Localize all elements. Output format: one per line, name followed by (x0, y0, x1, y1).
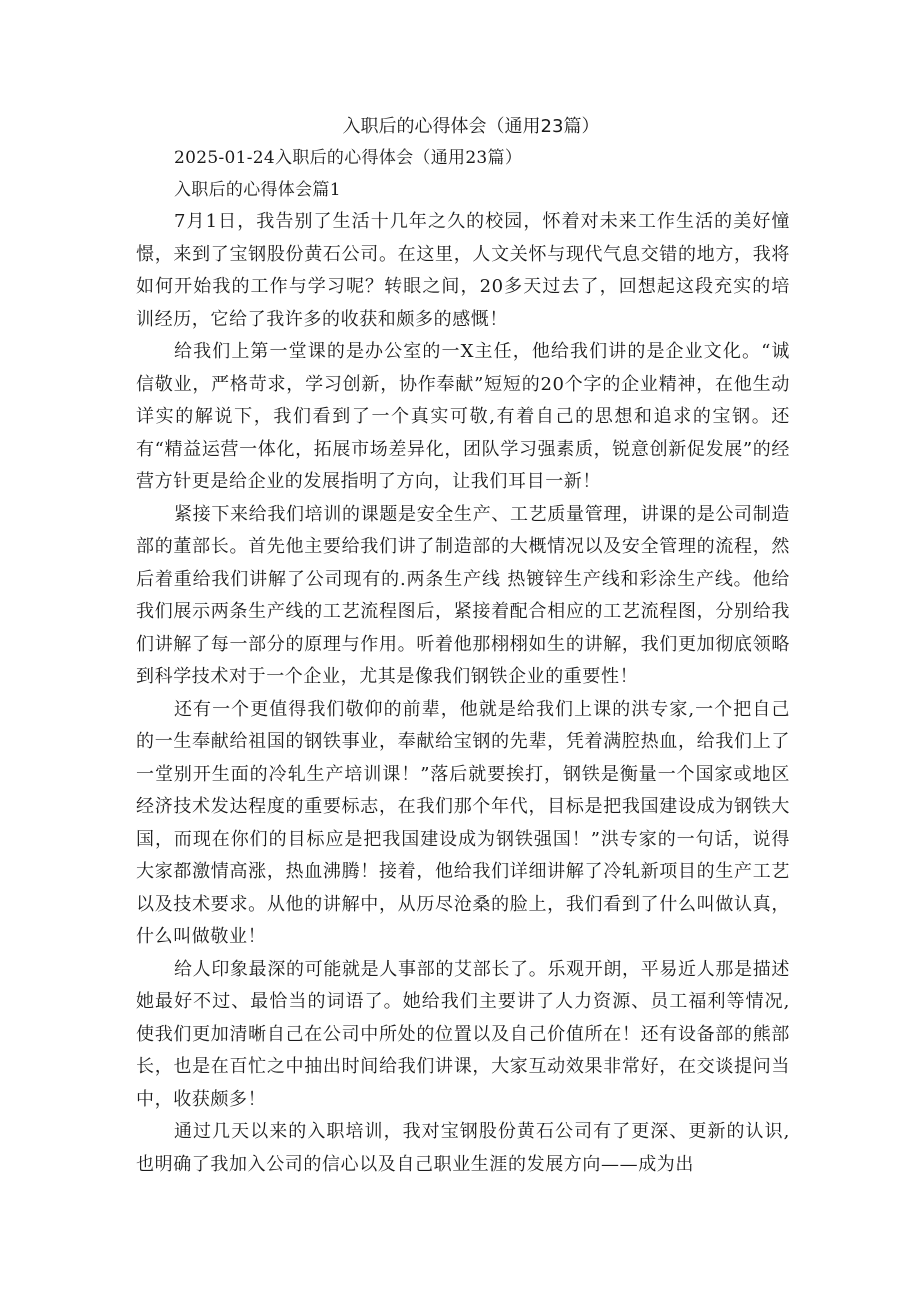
document-page (136, 112, 790, 1181)
paragraph: 给人印象最深的可能就是人事部的艾部长了。乐观开朗，平易近人那是描述她最好不过、最恰当的词语了。她给我们主要讲了人力资源、员工福利等情况,使我们更加清晰自己在公司中所处的位置以及自己价值所在！还有设备部的熊部长，也是在百忙之中抽出时间给我们讲课，大家互动效果非常好，在交谈提问当中，收获颇多！ (136, 958, 790, 1110)
section-heading: 入职后的心得体会篇1 (174, 180, 341, 200)
publish-date-line: 2025-01-24入职后的心得体会（通用23篇） (174, 148, 523, 168)
paragraph: 7月1日，我告别了生活十几年之久的校园，怀着对未来工作生活的美好憧憬，来到了宝钢股份黄石公司。在这里，人文关怀与现代气息交错的地方，我将如何开始我的工作与学习呢？转眼之间，20多天过去了，回想起这段充实的培训经历，它给了我许多的收获和颇多的感慨！ (136, 211, 790, 330)
paragraph: 通过几天以来的入职培训，我对宝钢股份黄石公司有了更深、更新的认识,也明确了我加入公司的信心以及自己职业生涯的发展方向——成为出 (136, 1121, 790, 1175)
paragraph: 给我们上第一堂课的是办公室的一X主任，他给我们讲的是企业文化。“诚信敬业，严格苛求，学习创新，协作奉献”短短的20个字的企业精神，在他生动详实的解说下，我们看到了一个真实可敬,有着自己的思想和追求的宝钢。还有“精益运营一体化，拓展市场差异化，团队学习强素质，锐意创新促发展”的经营方针更是给企业的发展指明了方向，让我们耳目一新！ (136, 341, 790, 492)
paragraph: 紧接下来给我们培训的课题是安全生产、工艺质量管理，讲课的是公司制造部的董部长。首先他主要给我们讲了制造部的大概情况以及安全管理的流程，然后着重给我们讲解了公司现有的.两条生产线 热镀锌生产线和彩涂生产线。他给我们展示两条生产线的工艺流程图后，紧接着配合相应的工艺流程图，分别给我们讲解了每一部分的原理与作用。听着他那栩栩如生的讲解，我们更加彻底领略到科学技术对于一个企业，尤其是像我们钢铁企业的重要性！ (136, 503, 790, 687)
document-title: 入职后的心得体会（通用23篇） (342, 116, 600, 137)
paragraph: 还有一个更值得我们敬仰的前辈，他就是给我们上课的洪专家,一个把自己的一生奉献给祖国的钢铁事业，奉献给宝钢的先辈，凭着满腔热血，给我们上了一堂别开生面的冷轧生产培训课！”落后就要挨打，钢铁是衡量一个国家或地区经济技术发达程度的重要标志，在我们那个年代，目标是把我国建设成为钢铁大国，而现在你们的目标应是把我国建设成为钢铁强国！”洪专家的一句话，说得大家都激情高涨，热血沸腾！接着，他给我们详细讲解了冷轧新项目的生产工艺以及技术要求。从他的讲解中，从历尽沧桑的脸上，我们看到了什么叫做认真，什么叫做敬业！ (136, 698, 790, 947)
